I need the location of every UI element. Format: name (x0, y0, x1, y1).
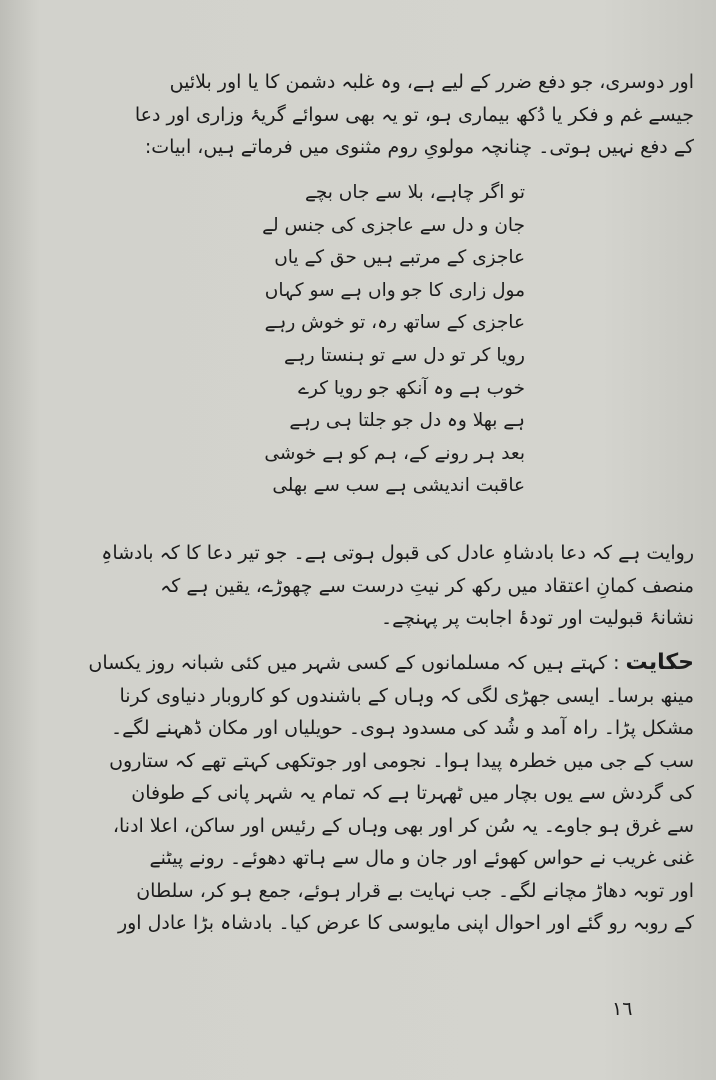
verse-line: جان و دل سے عاجزی کی جنس لے (262, 214, 525, 236)
story-first-line (86, 647, 694, 680)
text-line: غنی غریب نے حواس کھوئے اور جان و مال سے ہاتھ دھوئے۔ رونے پیٹنے (149, 847, 694, 869)
text-line: سب کے جی میں خطرہ پیدا ہوا۔ نجومی اور جوتکھی کہتے تھے کہ ستاروں (109, 749, 694, 772)
verse-line: تو اگر چاہے، بلا سے جاں بچے (305, 182, 525, 203)
intro-paragraph (86, 66, 694, 164)
verse-line: خوب ہے وہ آنکھ جو رویا کرے (298, 377, 525, 399)
text-line: اور دوسری، جو دفع ضرر کے لیے ہے، وہ غلبہ دشمن کا یا اور بلائیں (169, 71, 694, 93)
text-line: اور توبہ دھاڑ مچانے لگے۔ جب نہایت بے قرار ہوئے، جمع ہو کر، سلطان (136, 879, 694, 902)
story-paragraph (86, 647, 694, 940)
story-heading: حکایت (625, 650, 694, 675)
text-line: سے غرق ہو جاوے۔ یہ سُن کر اور بھی وہاں کے رئیس اور ساکن، اعلا ادنا، (112, 814, 694, 837)
verse-line: عاجزی کے ساتھ رہ، تو خوش رہے (264, 312, 525, 334)
narration-paragraph (86, 537, 694, 635)
text-line: کے روبہ رو گئے اور احوال اپنی مایوسی کا عرض کیا۔ بادشاہ بڑا عادل اور (117, 912, 694, 934)
verse-line: ہے بھلا وہ دل جو جلتا ہی رہے (289, 410, 525, 432)
text-line: منصف کمانِ اعتقاد میں رکھ کر نیتِ درست سے چھوڑے، یقین ہے کہ (160, 574, 694, 597)
verse-line: رویا کر تو دل سے تو ہنستا رہے (283, 344, 525, 366)
text-line: مینھ برسا۔ ایسی جھڑی لگی کہ وہاں کے باشندوں کو کاروبار دنیاوی کرنا (119, 684, 694, 707)
verse-line: بعد ہر رونے کے، ہم کو ہے خوشی (264, 442, 525, 464)
story-first-line-text: : کہتے ہیں کہ مسلمانوں کے کسی شہر میں کئی شبانہ روز یکساں (88, 652, 620, 674)
text-line: نشانۂ قبولیت اور تودۂ اجابت پر پہنچے۔ (380, 607, 694, 629)
text-line: کے دفع نہیں ہوتی۔ چنانچہ مولویِ روم مثنوی میں فرماتے ہیں، ابیات: (144, 136, 694, 158)
text-line: کی گردش سے یوں بچار میں ٹھہرتا ہے کہ تمام یہ شہر پانی کے طوفان (131, 782, 694, 804)
verse-block (225, 177, 525, 503)
page-number: ١٦ (612, 998, 633, 1020)
verse-line: مول زاری کا جو واں ہے سو کہاں (264, 279, 525, 301)
text-line: جیسے غم و فکر یا دُکھ بیماری ہو، تو یہ بھی سوائے گریۂ وزاری اور دعا (134, 103, 694, 126)
text-line: روایت ہے کہ دعا بادشاہِ عادل کی قبول ہوتی ہے۔ جو تیر دعا کا کہ بادشاہِ (101, 542, 694, 564)
verse-line: عاقبت اندیشی ہے سب سے بھلی (272, 475, 525, 497)
text-line: مشکل پڑا۔ راہ آمد و شُد کی مسدود ہوی۔ حویلیاں اور مکان ڈھہنے لگے۔ (110, 717, 694, 739)
verse-line: عاجزی کے مرتبے ہیں حق کے یاں (274, 247, 525, 269)
